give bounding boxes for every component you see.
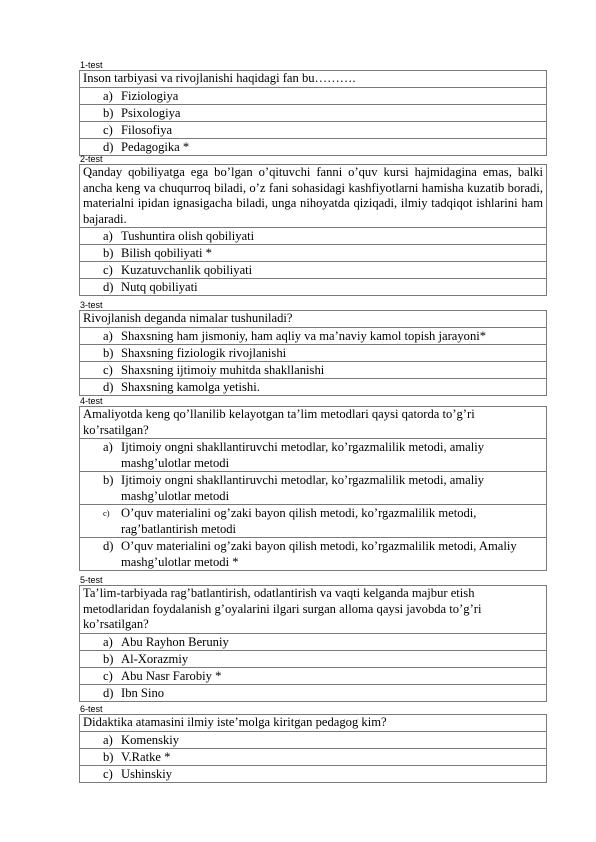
option-text: Ijtimoiy ongni shakllantiruvchi metodlar, ko’rgazmalilik metodi, amaliy mashg’ulotlar metodi	[121, 473, 485, 503]
option-text: Ushinskiy	[121, 766, 173, 781]
question-text: Inson tarbiyasi va rivojlanishi haqidagi fan bu……….	[80, 71, 547, 88]
option-letter: c)	[103, 263, 113, 277]
answer-option	[80, 138, 547, 155]
option-letter: b)	[103, 749, 114, 764]
answer-option	[80, 378, 547, 395]
test-label: 5-test	[80, 575, 103, 585]
test-2	[79, 154, 547, 296]
question-table	[79, 714, 547, 783]
question-table	[79, 70, 547, 156]
question-text: Didaktika atamasini ilmiy iste’molga kiritgan pedagog kim?	[80, 715, 547, 732]
option-letter: c)	[103, 766, 113, 781]
answer-option	[80, 667, 547, 684]
option-text: Abu Rayhon Beruniy	[121, 634, 229, 649]
option-letter: c)	[103, 508, 110, 518]
test-label: 2-test	[80, 154, 103, 164]
answer-option	[80, 505, 547, 538]
test-label: 1-test	[80, 60, 103, 70]
answer-option	[80, 344, 547, 361]
option-text: O’quv materialini og’zaki bayon qilish metodi, ko’rgazmalilik metodi, rag’batlantirish metodi	[121, 506, 477, 536]
option-text: Shaxsning ijtimoiy muhitda shakllanishi	[121, 362, 325, 377]
answer-option	[80, 228, 547, 245]
option-text: Tushuntira olish qobiliyati	[121, 229, 255, 243]
option-text: Bilish qobiliyati *	[121, 246, 212, 260]
option-letter: d)	[103, 280, 114, 294]
answer-option	[80, 439, 547, 472]
answer-option	[80, 262, 547, 279]
answer-option	[80, 245, 547, 262]
option-text: Shaxsning fiziologik rivojlanishi	[121, 345, 287, 360]
answer-option	[80, 327, 547, 344]
question-text: Amaliyotda keng qo’llanilib kelayotgan ta’lim metodlari qaysi qatorda to’g’ri ko’rsatilgan?	[80, 407, 547, 439]
option-text: Shaxsning ham jismoniy, ham aqliy va ma’naviy kamol topish jarayoni*	[121, 328, 487, 343]
answer-option	[80, 104, 547, 121]
answer-option	[80, 279, 547, 296]
option-letter: b)	[103, 345, 114, 360]
answer-option	[80, 650, 547, 667]
option-text: Kuzatuvchanlik qobiliyati	[121, 263, 253, 277]
option-text: Ijtimoiy ongni shakllantiruvchi metodlar, ko’rgazmalilik metodi, amaliy mashg’ulotlar metodi	[121, 440, 485, 470]
option-letter: a)	[103, 88, 113, 103]
option-letter: a)	[103, 732, 113, 747]
answer-option	[80, 765, 547, 782]
test-label: 6-test	[80, 704, 103, 714]
option-text: V.Ratke *	[121, 749, 171, 764]
answer-option	[80, 731, 547, 748]
option-letter: c)	[103, 122, 113, 137]
answer-option	[80, 538, 547, 571]
test-1	[79, 60, 547, 156]
option-letter: c)	[103, 362, 113, 377]
question-table	[79, 164, 547, 296]
test-5	[79, 575, 547, 702]
option-text: Ibn Sino	[121, 685, 165, 700]
option-text: Abu Nasr Farobiy *	[121, 668, 222, 683]
answer-option	[80, 121, 547, 138]
question-text: Ta’lim-tarbiyada rag’batlantirish, odatlantirish va vaqti kelganda majbur etish metodlaridan foydalanish g’oyalarini ilgari surgan alloma qaysi javobda to’g’ri ko’rsatilgan?	[80, 586, 547, 634]
question-table	[79, 310, 547, 396]
question-table	[79, 406, 547, 571]
test-3	[79, 300, 547, 396]
test-6	[79, 704, 547, 783]
option-text: Nutq qobiliyati	[121, 280, 198, 294]
answer-option	[80, 87, 547, 104]
option-text: Fiziologiya	[121, 88, 179, 103]
test-label: 3-test	[80, 300, 103, 310]
option-text: Psixologiya	[121, 105, 181, 120]
answer-option	[80, 748, 547, 765]
option-letter: d)	[103, 539, 114, 553]
option-letter: d)	[103, 379, 114, 394]
test-label: 4-test	[80, 396, 103, 406]
answer-option	[80, 361, 547, 378]
option-text: Komenskiy	[121, 732, 180, 747]
answer-option	[80, 472, 547, 505]
option-letter: a)	[103, 229, 113, 243]
option-letter: a)	[103, 328, 113, 343]
option-text: Al-Xorazmiy	[121, 651, 189, 666]
option-text: O’quv materialini og’zaki bayon qilish metodi, ko’rgazmalilik metodi, Amaliy mashg’ulotlar metodi *	[121, 539, 517, 569]
option-letter: d)	[103, 139, 114, 154]
question-text: Rivojlanish deganda nimalar tushuniladi?	[80, 311, 547, 328]
option-letter: d)	[103, 685, 114, 700]
option-letter: b)	[103, 651, 114, 666]
option-letter: c)	[103, 668, 113, 683]
question-text: Qanday qobiliyatga ega bo’lgan o’qituvchi fanni o’quv kursi hajmidagina emas, balki ancha keng va chuqurroq biladi, o’z fani sohasidagi kashfiyotlarni hamisha kuzatib boradi, materialni ipidan ignasigacha biladi, unga nihoyatda qiziqadi, ilmiy tadqiqot ishlarini ham bajaradi.	[80, 165, 547, 228]
option-text: Shaxsning kamolga yetishi.	[121, 379, 260, 394]
option-letter: b)	[103, 105, 114, 120]
option-text: Pedagogika *	[121, 139, 190, 154]
option-letter: a)	[103, 634, 113, 649]
answer-option	[80, 684, 547, 701]
question-table	[79, 585, 547, 702]
option-letter: a)	[103, 440, 113, 454]
option-letter: b)	[103, 246, 114, 260]
option-letter: b)	[103, 473, 114, 487]
option-text: Filosofiya	[121, 122, 173, 137]
test-4	[79, 396, 547, 571]
answer-option	[80, 633, 547, 650]
